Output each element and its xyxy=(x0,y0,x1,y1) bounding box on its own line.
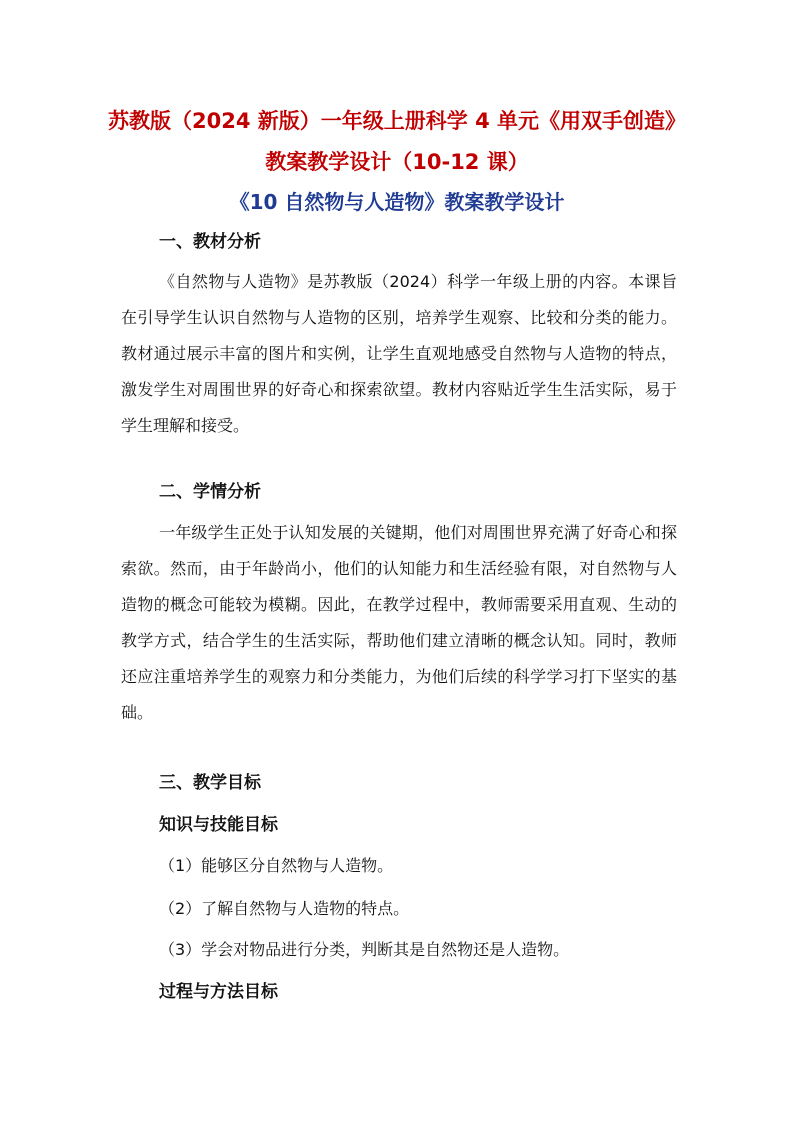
lesson-subtitle: 《10 自然物与人造物》教案教学设计 xyxy=(229,190,565,214)
textbook-analysis-paragraph: 《自然物与人造物》是苏教版（2024）科学一年级上册的内容。本课旨在引导学生认识自然物与人造物的区别，培养学生观察、比较和分类的能力。教材通过展示丰富的图片和实例，让学生直观地感受自然物与人造物的特点，激发学生对周围世界的好奇心和探索欲望。教材内容贴近学生生活实际，易于学生理解和接受。 xyxy=(121,272,677,435)
document-title-line2: 教案教学设计（10-12 课） xyxy=(265,150,529,174)
subheading-process-method-goals: 过程与方法目标 xyxy=(159,982,278,1002)
section-heading-teaching-goals: 三、教学目标 xyxy=(159,773,261,793)
goal-item-1: （1）能够区分自然物与人造物。 xyxy=(159,856,394,875)
document-title-line1: 苏教版（2024 新版）一年级上册科学 4 单元《用双手创造》 xyxy=(108,109,686,133)
subheading-knowledge-skill-goals: 知识与技能目标 xyxy=(159,815,278,835)
section-heading-student-analysis: 二、学情分析 xyxy=(159,482,261,502)
goal-item-2: （2）了解自然物与人造物的特点。 xyxy=(159,899,410,918)
student-analysis-paragraph: 一年级学生正处于认知发展的关键期，他们对周围世界充满了好奇心和探索欲。然而，由于年龄尚小，他们的认知能力和生活经验有限，对自然物与人造物的概念可能较为模糊。因此，在教学过程中，教师需要采用直观、生动的教学方式，结合学生的生活实际，帮助他们建立清晰的概念认知。同时，教师还应注重培养学生的观察力和分类能力，为他们后续的科学学习打下坚实的基础。 xyxy=(121,523,677,722)
goal-item-3: （3）学会对物品进行分类，判断其是自然物还是人造物。 xyxy=(159,940,570,959)
section-heading-textbook-analysis: 一、教材分析 xyxy=(159,232,261,252)
